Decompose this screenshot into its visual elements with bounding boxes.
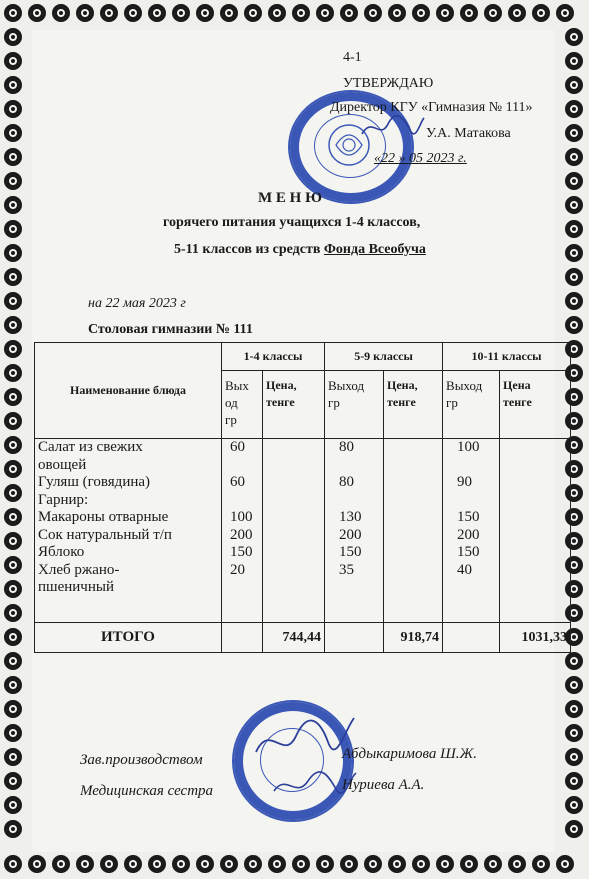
border-ornament xyxy=(4,652,22,670)
total-g2-output xyxy=(325,623,384,653)
border-ornament xyxy=(364,855,382,873)
border-ornament xyxy=(484,4,502,22)
border-ornament xyxy=(4,436,22,454)
border-ornament xyxy=(508,855,526,873)
border-ornament xyxy=(148,4,166,22)
border-ornament xyxy=(565,772,583,790)
border-ornament xyxy=(460,855,478,873)
total-label: ИТОГО xyxy=(35,623,222,653)
border-ornament xyxy=(4,772,22,790)
border-ornament xyxy=(412,855,430,873)
border-ornament xyxy=(4,628,22,646)
border-ornament xyxy=(4,508,22,526)
border-ornament xyxy=(565,316,583,334)
border-ornament xyxy=(4,244,22,262)
border-ornament xyxy=(4,556,22,574)
border-ornament xyxy=(4,460,22,478)
border-ornament xyxy=(28,855,46,873)
header-g3-output: Выход гр xyxy=(443,371,500,439)
border-ornament xyxy=(4,724,22,742)
border-ornament xyxy=(565,292,583,310)
border-ornament xyxy=(4,820,22,838)
border-ornament xyxy=(484,855,502,873)
border-ornament xyxy=(436,4,454,22)
director-line: Директор КГУ «Гимназия № 111» xyxy=(330,100,533,115)
border-ornament xyxy=(4,532,22,550)
header-g2-output: Выход гр xyxy=(325,371,384,439)
border-ornament xyxy=(4,4,22,22)
border-ornament xyxy=(565,28,583,46)
border-ornament xyxy=(4,124,22,142)
border-ornament xyxy=(52,855,70,873)
border-ornament xyxy=(316,4,334,22)
menu-date: на 22 мая 2023 г xyxy=(88,296,186,311)
border-ornament xyxy=(4,340,22,358)
border-ornament xyxy=(565,796,583,814)
header-g3-price: Цена тенге xyxy=(500,371,571,439)
border-ornament xyxy=(532,4,550,22)
border-ornament xyxy=(565,724,583,742)
border-ornament xyxy=(436,855,454,873)
border-ornament xyxy=(565,820,583,838)
border-ornament xyxy=(4,220,22,238)
title-line-1: горячего питания учащихся 1-4 классов, xyxy=(163,215,421,230)
border-ornament xyxy=(556,4,574,22)
border-ornament xyxy=(4,484,22,502)
border-ornament xyxy=(556,855,574,873)
border-ornament xyxy=(565,124,583,142)
g1-output-values: 60 60 100 200 150 20 xyxy=(222,439,263,623)
border-ornament xyxy=(565,52,583,70)
border-ornament xyxy=(76,4,94,22)
border-ornament xyxy=(316,855,334,873)
border-ornament xyxy=(460,4,478,22)
border-ornament xyxy=(412,4,430,22)
border-ornament xyxy=(4,412,22,430)
menu-table xyxy=(34,342,571,653)
border-ornament xyxy=(76,855,94,873)
border-ornament xyxy=(340,4,358,22)
director-name: У.А. Матакова xyxy=(426,126,511,141)
g1-price-values xyxy=(263,439,325,623)
g3-output-values: 100 90 150 200 150 40 xyxy=(443,439,500,623)
border-ornament xyxy=(565,676,583,694)
g2-price-values xyxy=(384,439,443,623)
border-ornament xyxy=(4,604,22,622)
border-ornament xyxy=(292,855,310,873)
header-group-5-9: 5-9 классы xyxy=(325,343,443,371)
border-ornament xyxy=(4,796,22,814)
border-ornament xyxy=(565,700,583,718)
border-ornament xyxy=(148,855,166,873)
border-ornament xyxy=(4,388,22,406)
total-g3-price: 1031,33 xyxy=(500,623,571,653)
border-ornament xyxy=(196,855,214,873)
production-signature-icon xyxy=(250,712,360,772)
border-ornament xyxy=(532,855,550,873)
header-g1-output: Вых од гр xyxy=(222,371,263,439)
doc-number: 4-1 xyxy=(343,50,362,65)
approve-word: УТВЕРЖДАЮ xyxy=(343,76,434,91)
border-ornament xyxy=(100,4,118,22)
border-ornament xyxy=(4,700,22,718)
border-ornament xyxy=(565,652,583,670)
dish-list: Салат из свежих овощей Гуляш (говядина) Гарнир: Макароны отварные Сок натуральный т/п Яблоко Хлеб ржано- пшеничный xyxy=(35,439,222,623)
border-ornament xyxy=(220,855,238,873)
border-ornament xyxy=(388,4,406,22)
border-ornament xyxy=(4,292,22,310)
border-ornament xyxy=(565,100,583,118)
border-ornament xyxy=(565,748,583,766)
footer-name-2: Нуриева А.А. xyxy=(342,777,425,793)
border-ornament xyxy=(565,220,583,238)
border-ornament xyxy=(565,148,583,166)
header-g1-price: Цена, тенге xyxy=(263,371,325,439)
border-ornament xyxy=(220,4,238,22)
header-g2-price: Цена, тенге xyxy=(384,371,443,439)
total-g1-price: 744,44 xyxy=(263,623,325,653)
g2-output-values: 80 80 130 200 150 35 xyxy=(325,439,384,623)
canteen-name: Столовая гимназии № 111 xyxy=(88,322,253,337)
border-ornament xyxy=(565,196,583,214)
border-ornament xyxy=(268,4,286,22)
border-ornament xyxy=(28,4,46,22)
total-g2-price: 918,74 xyxy=(384,623,443,653)
footer-name-1: Абдыкаримова Ш.Ж. xyxy=(342,746,477,762)
footer-role-1: Зав.производством xyxy=(80,752,203,768)
border-ornament xyxy=(364,4,382,22)
total-g3-output xyxy=(443,623,500,653)
director-signature-icon xyxy=(358,112,428,142)
border-ornament xyxy=(124,855,142,873)
border-ornament xyxy=(4,172,22,190)
border-ornament xyxy=(292,4,310,22)
border-ornament xyxy=(565,268,583,286)
border-ornament xyxy=(565,172,583,190)
header-group-1-4: 1-4 классы xyxy=(222,343,325,371)
border-ornament xyxy=(4,364,22,382)
border-ornament xyxy=(4,52,22,70)
border-ornament xyxy=(565,76,583,94)
border-ornament xyxy=(244,855,262,873)
border-ornament xyxy=(4,196,22,214)
title-line-2: 5-11 классов из средств Фонда Всеобуча xyxy=(174,242,426,257)
border-ornament xyxy=(508,4,526,22)
header-dish-name: Наименование блюда xyxy=(35,343,222,439)
border-ornament xyxy=(4,76,22,94)
border-ornament xyxy=(4,316,22,334)
border-ornament xyxy=(4,268,22,286)
border-ornament xyxy=(244,4,262,22)
border-ornament xyxy=(268,855,286,873)
border-ornament xyxy=(4,100,22,118)
border-ornament xyxy=(565,244,583,262)
border-ornament xyxy=(4,676,22,694)
border-ornament xyxy=(388,855,406,873)
border-ornament xyxy=(172,855,190,873)
g3-price-values xyxy=(500,439,571,623)
total-g1-output xyxy=(222,623,263,653)
border-ornament xyxy=(52,4,70,22)
header-group-10-11: 10-11 классы xyxy=(443,343,571,371)
border-ornament xyxy=(4,748,22,766)
menu-title: М Е Н Ю xyxy=(258,190,322,206)
border-ornament xyxy=(124,4,142,22)
border-ornament xyxy=(100,855,118,873)
border-ornament xyxy=(340,855,358,873)
border-ornament xyxy=(196,4,214,22)
approval-date: «22 » 05 2023 г. xyxy=(374,151,467,166)
border-ornament xyxy=(4,855,22,873)
border-ornament xyxy=(172,4,190,22)
border-ornament xyxy=(4,580,22,598)
border-ornament xyxy=(4,148,22,166)
footer-role-2: Медицинская сестра xyxy=(80,783,214,799)
border-ornament xyxy=(4,28,22,46)
